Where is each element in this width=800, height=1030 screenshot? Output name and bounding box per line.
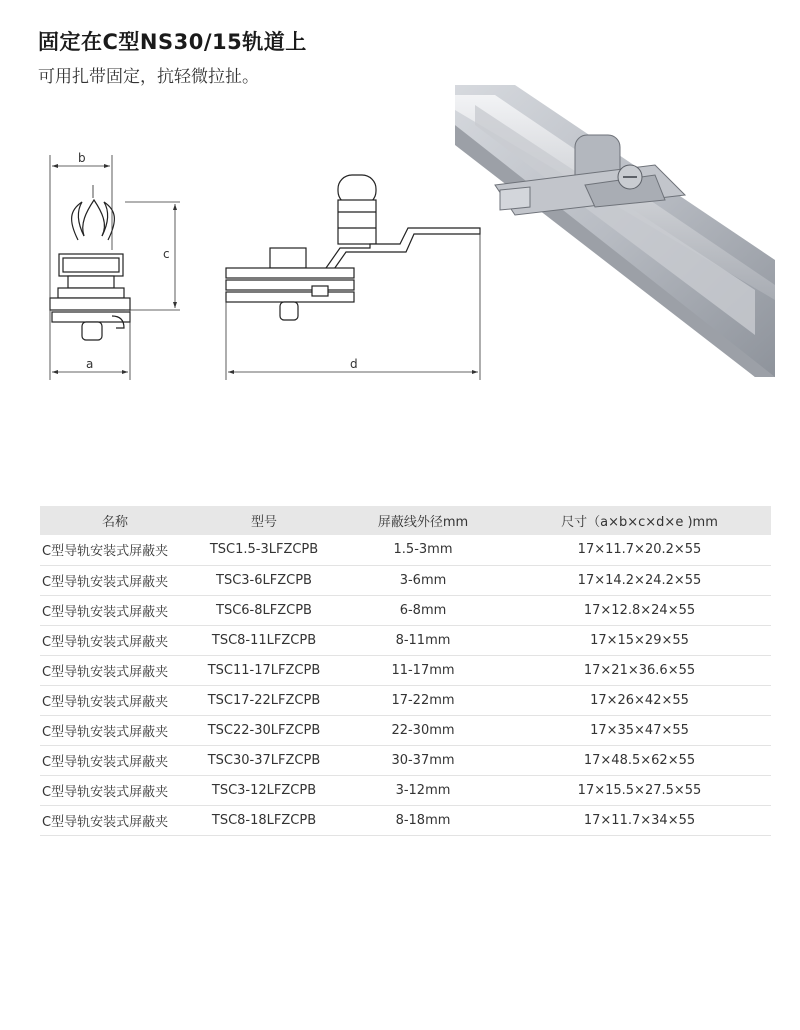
cell-size: 17×48.5×62×55 — [508, 745, 771, 775]
table-row — [40, 685, 771, 715]
table-row — [40, 565, 771, 595]
table-row — [40, 715, 771, 745]
cell-diameter: 6-8mm — [338, 595, 508, 625]
cell-name: C型导轨安装式屏蔽夹 — [40, 655, 190, 685]
header-name: 名称 — [40, 506, 190, 535]
table-row — [40, 655, 771, 685]
cell-size: 17×21×36.6×55 — [508, 655, 771, 685]
cell-size: 17×15.5×27.5×55 — [508, 775, 771, 805]
dim-label-a: a — [86, 357, 94, 371]
table-row — [40, 805, 771, 835]
cell-size: 17×14.2×24.2×55 — [508, 565, 771, 595]
dim-label-b: b — [78, 151, 86, 165]
cell-model: TSC8-18LFZCPB — [190, 805, 338, 835]
cell-model: TSC30-37LFZCPB — [190, 745, 338, 775]
cell-size: 17×15×29×55 — [508, 625, 771, 655]
cell-name: C型导轨安装式屏蔽夹 — [40, 625, 190, 655]
cell-diameter: 8-18mm — [338, 805, 508, 835]
cell-name: C型导轨安装式屏蔽夹 — [40, 685, 190, 715]
table-row — [40, 625, 771, 655]
cell-diameter: 17-22mm — [338, 685, 508, 715]
cell-model: TSC1.5-3LFZCPB — [190, 535, 338, 565]
table-row — [40, 775, 771, 805]
cell-size: 17×26×42×55 — [508, 685, 771, 715]
technical-drawing — [30, 140, 500, 390]
cell-name: C型导轨安装式屏蔽夹 — [40, 745, 190, 775]
cell-diameter: 22-30mm — [338, 715, 508, 745]
cell-model: TSC6-8LFZCPB — [190, 595, 338, 625]
cell-model: TSC11-17LFZCPB — [190, 655, 338, 685]
cell-size: 17×35×47×55 — [508, 715, 771, 745]
cell-model: TSC17-22LFZCPB — [190, 685, 338, 715]
cell-model: TSC3-6LFZCPB — [190, 565, 338, 595]
cell-model: TSC8-11LFZCPB — [190, 625, 338, 655]
rail-photo-svg — [455, 85, 775, 377]
page-subtitle: 可用扎带固定，抗轻微拉扯。 — [38, 67, 259, 87]
cell-diameter: 11-17mm — [338, 655, 508, 685]
page-title: 固定在C型NS30/15轨道上 — [38, 30, 307, 54]
drawing-svg — [30, 140, 500, 390]
header-diameter: 屏蔽线外径mm — [338, 506, 508, 535]
header-model: 型号 — [190, 506, 338, 535]
table-row — [40, 595, 771, 625]
cell-model: TSC22-30LFZCPB — [190, 715, 338, 745]
header-size: 尺寸（a×b×c×d×e )mm — [508, 506, 771, 535]
cell-name: C型导轨安装式屏蔽夹 — [40, 715, 190, 745]
cell-name: C型导轨安装式屏蔽夹 — [40, 775, 190, 805]
cell-diameter: 1.5-3mm — [338, 535, 508, 565]
cell-size: 17×11.7×20.2×55 — [508, 535, 771, 565]
dim-label-d: d — [350, 357, 358, 371]
cell-name: C型导轨安装式屏蔽夹 — [40, 535, 190, 565]
spec-table — [40, 506, 771, 836]
cell-name: C型导轨安装式屏蔽夹 — [40, 565, 190, 595]
table-row — [40, 535, 771, 565]
cell-size: 17×11.7×34×55 — [508, 805, 771, 835]
cell-size: 17×12.8×24×55 — [508, 595, 771, 625]
cell-diameter: 30-37mm — [338, 745, 508, 775]
cell-diameter: 3-6mm — [338, 565, 508, 595]
product-photo — [455, 85, 775, 377]
cell-name: C型导轨安装式屏蔽夹 — [40, 805, 190, 835]
table-header-row — [40, 506, 771, 535]
cell-name: C型导轨安装式屏蔽夹 — [40, 595, 190, 625]
table-row — [40, 745, 771, 775]
cell-diameter: 3-12mm — [338, 775, 508, 805]
dim-label-c: c — [163, 247, 170, 261]
cell-diameter: 8-11mm — [338, 625, 508, 655]
cell-model: TSC3-12LFZCPB — [190, 775, 338, 805]
